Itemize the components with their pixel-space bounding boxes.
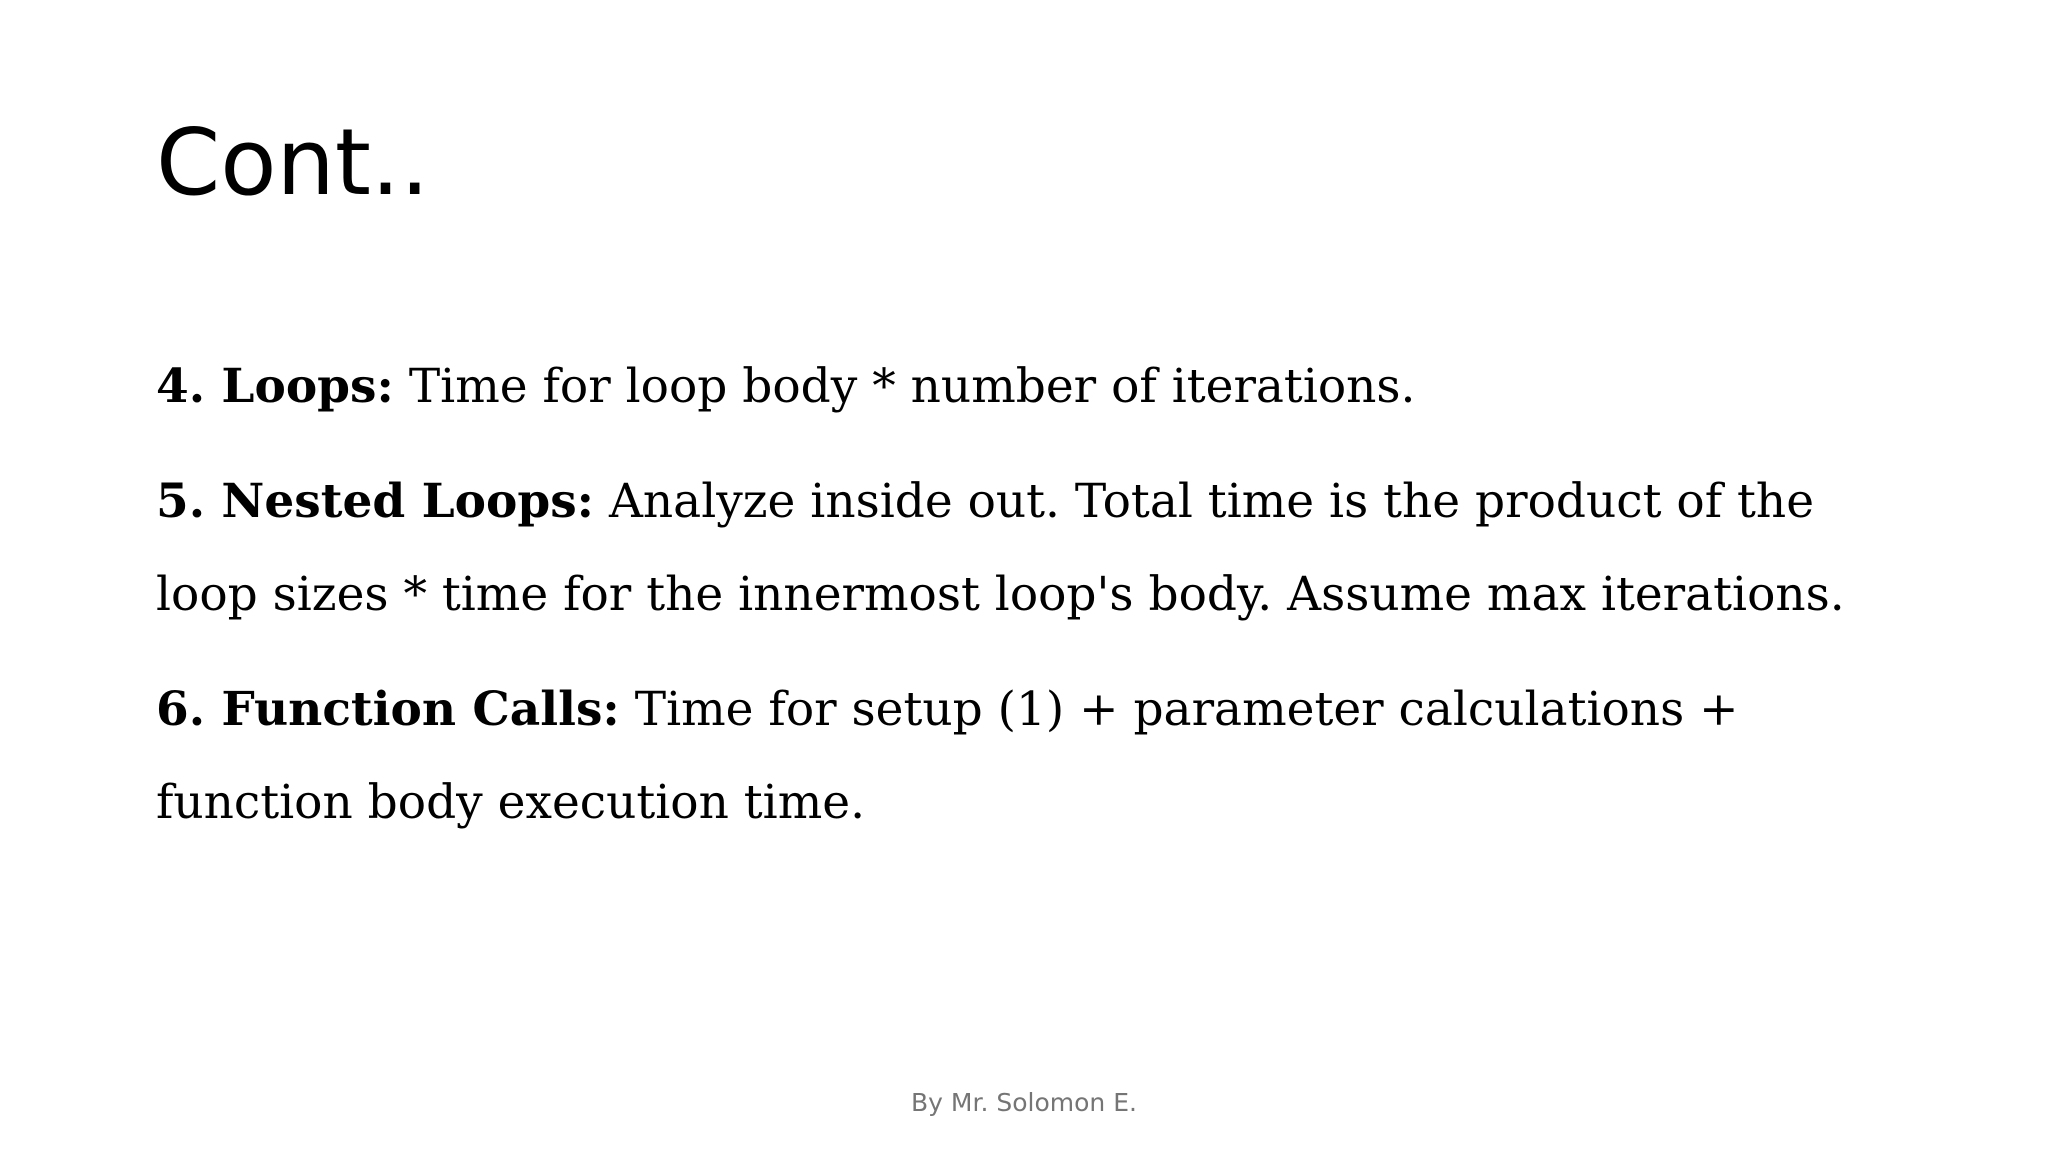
item-text: Time for loop body * number of iterations. [408,359,1416,414]
slide-body [156,340,1896,871]
list-item-function-calls [156,663,1896,849]
slide-footer: By Mr. Solomon E. [911,1088,1137,1117]
item-text: Time for setup (1) + parameter calculations + function body execution time. [156,682,1739,830]
list-item-loops [156,340,1896,433]
item-text: Analyze inside out. Total time is the product of the loop sizes * time for the innermost loop's body. Assume max iterations. [156,474,1845,622]
item-label: 6. Function Calls: [156,682,620,737]
item-label: 5. Nested Loops: [156,474,595,529]
item-label: 4. Loops: [156,359,394,414]
slide-title: Cont.. [156,109,430,216]
list-item-nested-loops [156,455,1896,641]
